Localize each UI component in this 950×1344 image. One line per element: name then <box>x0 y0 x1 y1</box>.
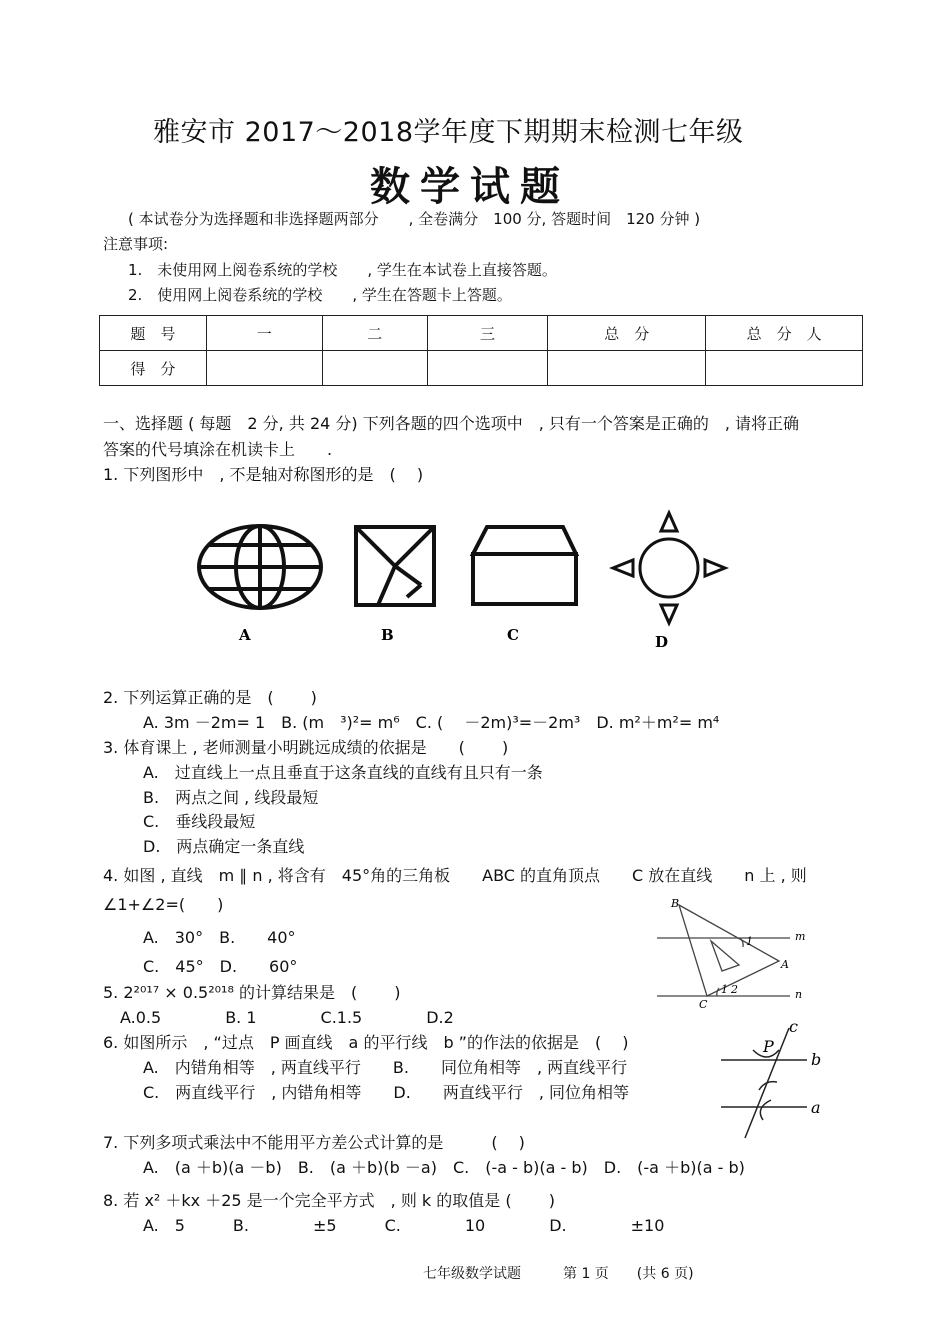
notice-title: 注意事项: <box>103 235 169 253</box>
q4-label-1-upper: 1 <box>746 935 753 948</box>
q6-options-ab: A. 内错角相等 , 两直线平行 B. 同位角相等 , 两直线平行 <box>143 1058 628 1077</box>
figure-a-globe <box>199 526 321 608</box>
q2-stem: 2. 下列运算正确的是 ( ) <box>103 688 317 707</box>
section1-intro-line-1: 一、选择题 ( 每题 2 分, 共 24 分) 下列各题的四个选项中 , 只有一个答案是正确的 , 请将正确 <box>103 414 800 433</box>
q4-stem-2: ∠1+∠2=( ) <box>103 895 224 914</box>
q3-option-c: C. 垂线段最短 <box>143 812 256 831</box>
q1-figures <box>195 505 740 655</box>
figure-label-b: B <box>381 626 394 644</box>
score-blank-cell[interactable] <box>427 351 548 386</box>
q4-label-a: A <box>781 958 789 971</box>
q3-option-a: A. 过直线上一点且垂直于这条直线的直线有且只有一条 <box>143 763 543 782</box>
exam-info: ( 本试卷分为选择题和非选择题两部分 , 全卷满分 100 分, 答题时间 120 分钟 ) <box>128 210 701 228</box>
q6-label-a: a <box>811 1098 821 1117</box>
q6-label-p: P <box>763 1037 774 1056</box>
q5-options: A.0.5 B. 1 C.1.5 D.2 <box>120 1008 454 1027</box>
q7-stem: 7. 下列多项式乘法中不能用平方差公式计算的是 ( ) <box>103 1133 525 1152</box>
score-table-cell: 总 分 人 <box>706 316 863 351</box>
score-blank-cell[interactable] <box>206 351 322 386</box>
score-table-cell: 总 分 <box>548 316 706 351</box>
q4-figure <box>655 895 815 1010</box>
score-blank-cell[interactable] <box>322 351 427 386</box>
notice-item-2: 2. 使用网上阅卷系统的学校 , 学生在答题卡上答题。 <box>128 286 512 304</box>
q4-label-m: m <box>795 930 806 943</box>
q4-label-n: n <box>795 988 803 1001</box>
figure-c-box <box>473 527 576 604</box>
q6-label-c: c <box>789 1017 798 1036</box>
q6-label-b: b <box>811 1050 822 1069</box>
q3-option-b: B. 两点之间 , 线段最短 <box>143 788 319 807</box>
page-footer: 七年级数学试题 第 1 页 (共 6 页) <box>423 1266 694 1282</box>
figure-label-d: D <box>655 633 669 651</box>
score-table-cell: 三 <box>427 316 548 351</box>
score-blank-cell[interactable] <box>706 351 863 386</box>
score-table-header-row <box>100 316 863 351</box>
score-blank-cell[interactable] <box>548 351 706 386</box>
q4-label-c: C <box>699 998 708 1011</box>
q4-options-ab: A. 30° B. 40° <box>143 928 296 947</box>
q6-stem: 6. 如图所示 , “过点 P 画直线 a 的平行线 b ”的作法的依据是 ( ) <box>103 1033 629 1052</box>
title-line-1: 雅安市 2017～2018学年度下期期末检测七年级 <box>153 117 744 148</box>
q5-stem: 5. 2²⁰¹⁷ × 0.5²⁰¹⁸ 的计算结果是 ( ) <box>103 983 401 1002</box>
figure-b-square <box>356 527 434 605</box>
score-table-cell: 得 分 <box>100 351 207 386</box>
section1-intro-line-2: 答案的代号填涂在机读卡上 . <box>103 440 333 459</box>
q4-stem: 4. 如图 , 直线 m ∥ n , 将含有 45°角的三角板 ABC 的直角顶点 C 放在直线 n 上 , 则 <box>103 866 807 885</box>
q7-options: A. (a ＋b)(a －b) B. (a ＋b)(b －a) C. (-a - b)(a - b) D. (-a ＋b)(a - b) <box>143 1158 745 1177</box>
notice-item-1: 1. 未使用网上阅卷系统的学校 , 学生在本试卷上直接答题。 <box>128 261 557 279</box>
q6-figure <box>715 1017 830 1140</box>
score-table-score-row <box>100 351 863 386</box>
score-table-cell: 一 <box>206 316 322 351</box>
q4-options-cd: C. 45° D. 60° <box>143 957 298 976</box>
title-line-2: 数学试题 <box>370 164 570 210</box>
score-table <box>99 315 863 386</box>
score-table-cell: 题 号 <box>100 316 207 351</box>
q8-stem: 8. 若 x² ＋kx ＋25 是一个完全平方式 , 则 k 的取值是 ( ) <box>103 1191 555 1210</box>
q2-options: A. 3m －2m= 1 B. (m ³)²= m⁶ C. ( －2m)³=－2m³ D. m²＋m²= m⁴ <box>143 713 720 732</box>
score-table-cell: 二 <box>322 316 427 351</box>
q3-option-d: D. 两点确定一条直线 <box>143 837 305 856</box>
q3-stem: 3. 体育课上 , 老师测量小明跳远成绩的依据是 ( ) <box>103 738 509 757</box>
figure-d-circle-arrows <box>613 513 725 623</box>
q4-label-1-lower: 1 <box>721 983 728 996</box>
q4-label-b: B <box>671 897 680 910</box>
q8-options: A. 5 B. ±5 C. 10 D. ±10 <box>143 1216 665 1235</box>
q4-label-2: 2 <box>731 983 738 996</box>
q1-stem: 1. 下列图形中 , 不是轴对称图形的是 ( ) <box>103 465 424 484</box>
figure-label-c: C <box>507 626 519 644</box>
q6-options-cd: C. 两直线平行 , 内错角相等 D. 两直线平行 , 同位角相等 <box>143 1083 630 1102</box>
figure-label-a: A <box>239 626 251 644</box>
